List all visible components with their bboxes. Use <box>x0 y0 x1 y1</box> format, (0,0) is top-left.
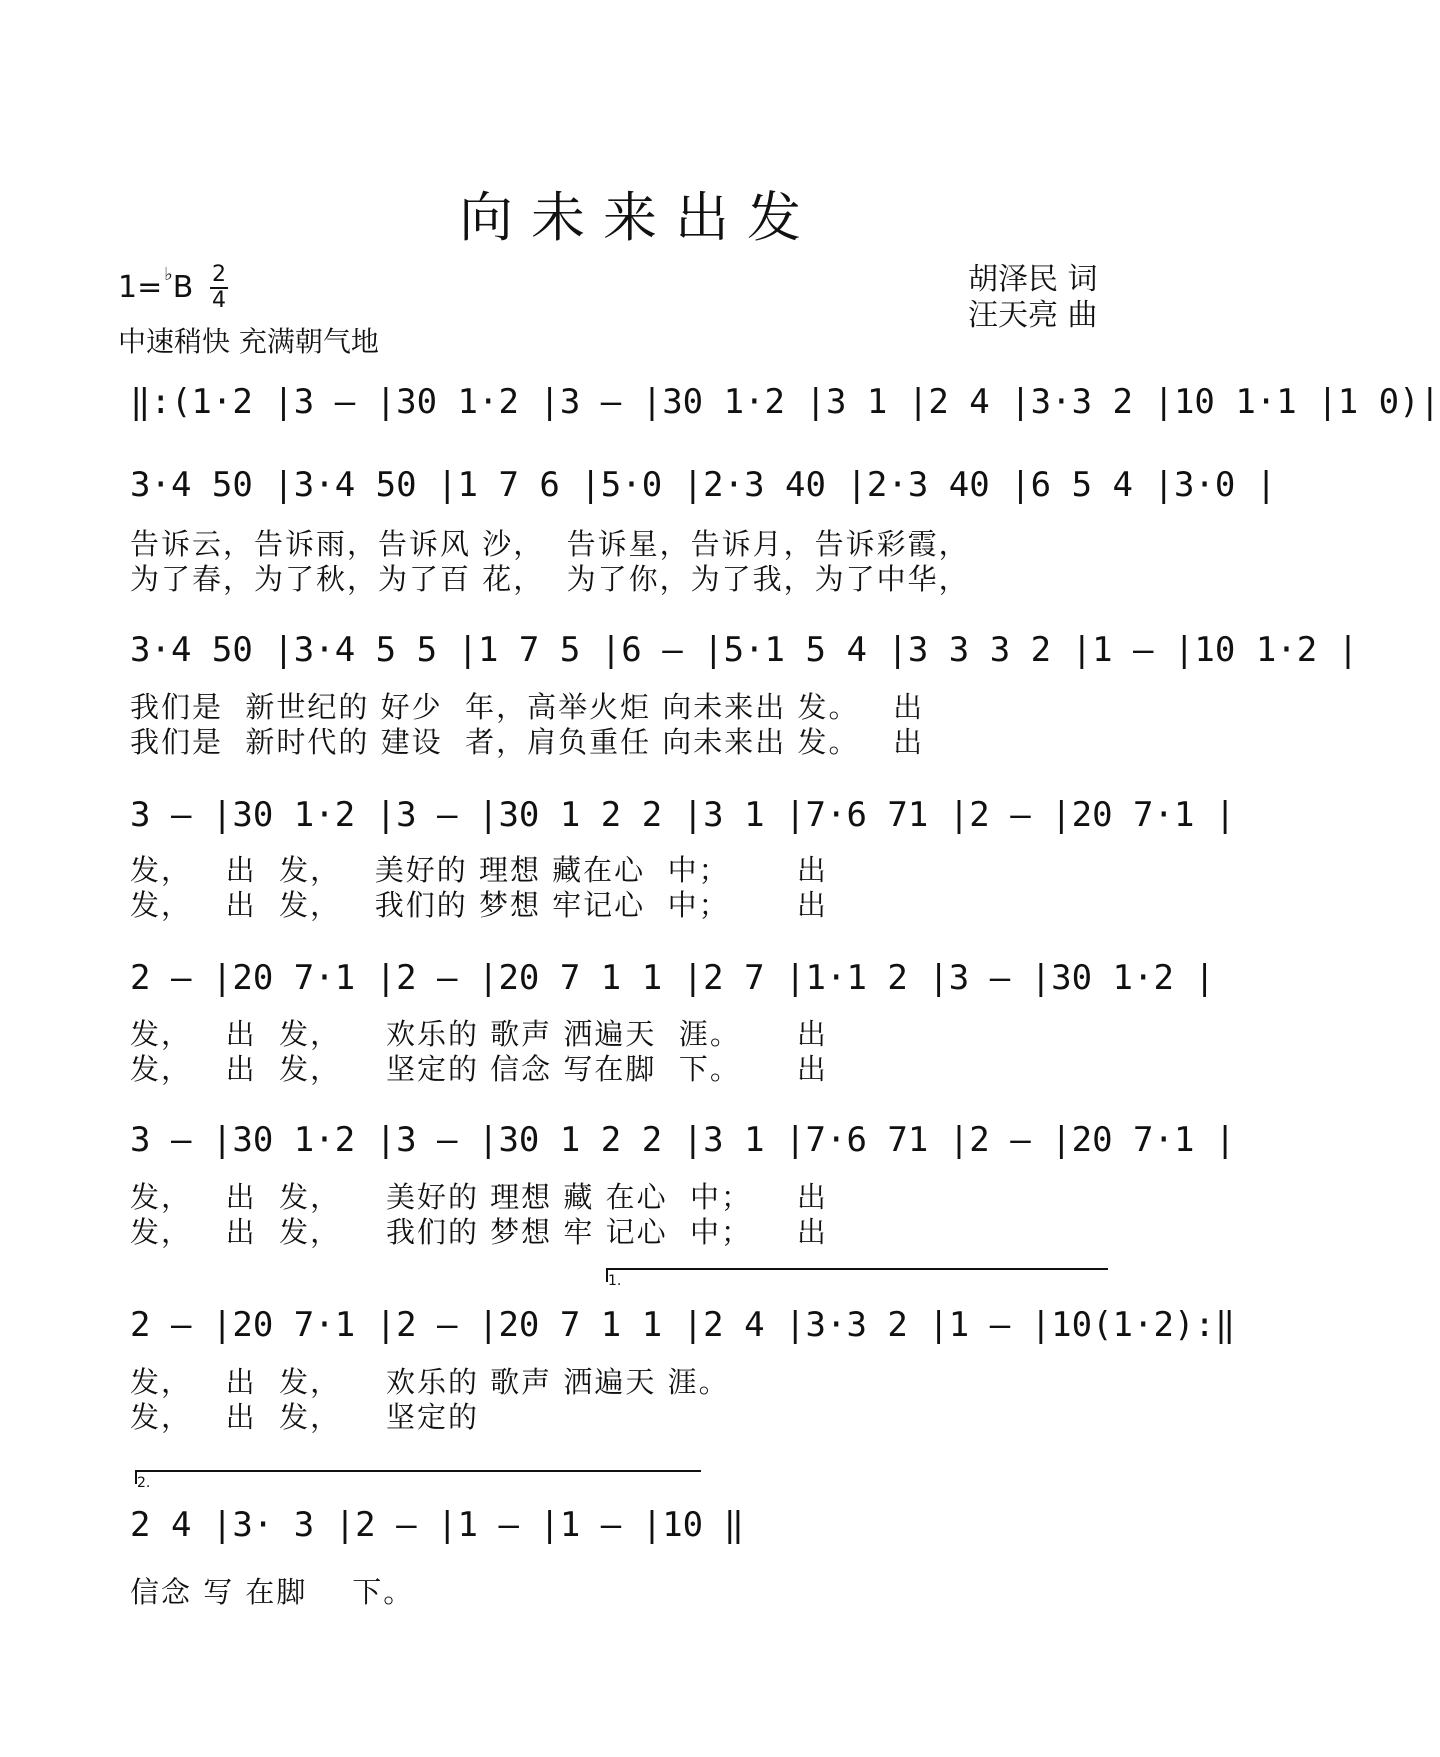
notation-line-7: 2 – |20 7·1 |2 – |20 7 1 1 |2 4 |3·3 2 |1 – |10(1·2):‖ <box>130 1305 1236 1345</box>
lyric-line-4-verse-1: 发， 出 发， 美好的 理想 藏在心 中； 出 <box>130 853 828 887</box>
time-signature-bottom: 4 <box>212 288 226 313</box>
lyric-line-5-verse-1: 发， 出 发， 欢乐的 歌声 洒遍天 涯。 出 <box>130 1017 828 1051</box>
lyric-line-6-verse-1: 发， 出 发， 美好的 理想 藏 在心 中； 出 <box>130 1180 828 1214</box>
lyric-line-3-verse-2: 我们是 新时代的 建设 者，肩负重任 向未来出 发。 出 <box>130 725 925 759</box>
key-prefix: 1= <box>118 270 163 305</box>
lyric-line-2-verse-1: 告诉云，告诉雨，告诉风 沙， 告诉星，告诉月，告诉彩霞， <box>130 527 970 561</box>
lyric-line-2-verse-2: 为了春，为了秋，为了百 花， 为了你，为了我，为了中华， <box>130 562 970 596</box>
time-signature-top: 2 <box>212 262 226 287</box>
notation-line-4: 3 – |30 1·2 |3 – |30 1 2 2 |3 1 |7·6 71 |2 – |20 7·1 | <box>130 795 1236 835</box>
lyric-line-6-verse-2: 发， 出 发， 我们的 梦想 牢 记心 中； 出 <box>130 1215 828 1249</box>
lyric-line-5-verse-2: 发， 出 发， 坚定的 信念 写在脚 下。 出 <box>130 1052 828 1086</box>
notation-line-1: ‖:(1·2 |3 – |30 1·2 |3 – |30 1·2 |3 1 |2 4 |3·3 2 |10 1·1 |1 0)| <box>130 382 1440 422</box>
notation-line-8: 2 4 |3· 3 |2 – |1 – |1 – |10 ‖ <box>130 1505 745 1545</box>
lyric-line-7-verse-2: 发， 出 发， 坚定的 <box>130 1400 479 1434</box>
notation-line-2: 3·4 50 |3·4 50 |1 7 6 |5·0 |2·3 40 |2·3 40 |6 5 4 |3·0 | <box>130 465 1277 505</box>
flat-symbol: ♭ <box>164 264 173 285</box>
lyricist-credit: 胡泽民 词 <box>968 262 1098 297</box>
lyric-line-8-verse-1: 信念 写 在脚 下。 <box>130 1575 415 1609</box>
tempo-marking: 中速稍快 充满朝气地 <box>118 325 379 358</box>
first-ending-label: 1. <box>608 1273 622 1289</box>
notation-line-5: 2 – |20 7·1 |2 – |20 7 1 1 |2 7 |1·1 2 |3 – |30 1·2 | <box>130 958 1215 998</box>
credits <box>968 262 1098 334</box>
lyric-line-7-verse-1: 发， 出 发， 欢乐的 歌声 洒遍天 涯。 <box>130 1365 730 1399</box>
song-title: 向未来出发 <box>459 186 819 249</box>
notation-line-3: 3·4 50 |3·4 5 5 |1 7 5 |6 – |5·1 5 4 |3 3 3 2 |1 – |10 1·2 | <box>130 630 1359 670</box>
key-signature <box>118 264 194 305</box>
time-signature <box>210 264 228 312</box>
second-ending-label: 2. <box>137 1475 151 1491</box>
composer-credit: 汪天亮 曲 <box>968 298 1098 333</box>
key-note: B <box>172 270 194 305</box>
second-ending-bracket <box>135 1470 701 1491</box>
lyric-line-3-verse-1: 我们是 新世纪的 好少 年，高举火炬 向未来出 发。 出 <box>130 690 925 724</box>
first-ending-bracket <box>606 1268 1108 1289</box>
lyric-line-4-verse-2: 发， 出 发， 我们的 梦想 牢记心 中； 出 <box>130 888 828 922</box>
notation-line-6: 3 – |30 1·2 |3 – |30 1 2 2 |3 1 |7·6 71 |2 – |20 7·1 | <box>130 1120 1236 1160</box>
